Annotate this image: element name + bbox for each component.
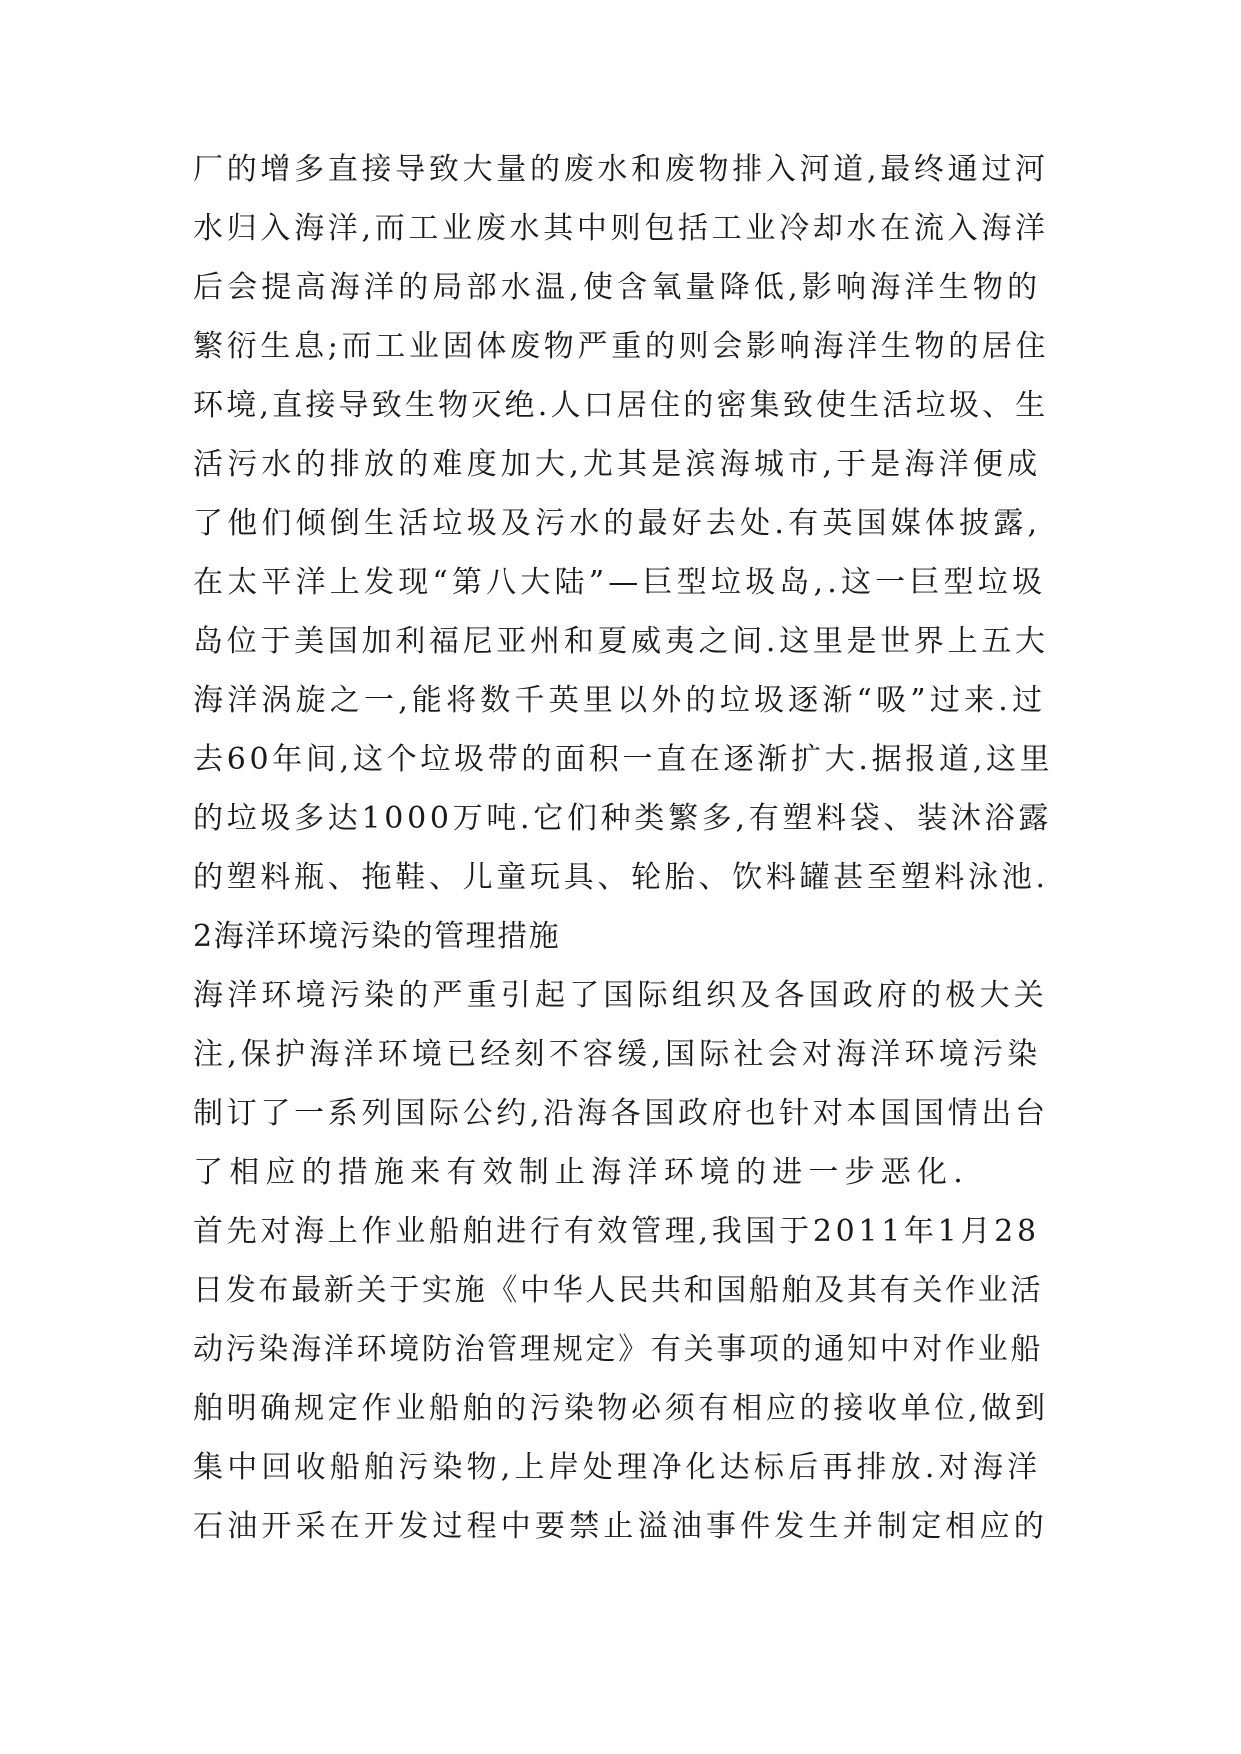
text-line: 活污水的排放的难度加大,尤其是滨海城市,于是海洋便成 [193,447,1042,482]
paragraph-international-concern [193,966,1053,1202]
text-line: 海洋涡旋之一,能将数千英里以外的垃圾逐渐“吸”过来.过 [193,683,1047,718]
paragraph-pollution-sources [193,140,1053,907]
text-line: 岛位于美国加利福尼亚州和夏威夷之间.这里是世界上五大 [193,624,1049,659]
text-line: 制订了一系列国际公约,沿海各国政府也针对本国国情出台 [193,1096,1049,1131]
text-line: 的塑料瓶、拖鞋、儿童玩具、轮胎、饮料罐甚至塑料泳池. [193,860,1049,895]
text-line: 了相应的措施来有效制止海洋环境的进一步恶化. [193,1155,969,1190]
text-line: 注,保护海洋环境已经刻不容缓,国际社会对海洋环境污染 [193,1037,1042,1072]
text-line: 动污染海洋环境防治管理规定》有关事项的通知中对作业船 [193,1332,1044,1367]
text-line: 日发布最新关于实施《中华人民共和国船舶及其有关作业活 [193,1273,1044,1308]
text-line: 集中回收船舶污染物,上岸处理净化达标后再排放.对海洋 [193,1450,1042,1485]
text-line: 了他们倾倒生活垃圾及污水的最好去处.有英国媒体披露, [193,506,1042,541]
text-line: 环境,直接导致生物灭绝.人口居住的密集致使生活垃圾、生 [193,388,1049,423]
text-line: 在太平洋上发现“第八大陆”—巨型垃圾岛,.这一巨型垃圾 [193,565,1047,600]
text-line: 海洋环境污染的严重引起了国际组织及各国政府的极大关 [193,978,1048,1013]
text-line: 厂的增多直接导致大量的废水和废物排入河道,最终通过河 [193,152,1049,187]
text-line: 后会提高海洋的局部水温,使含氧量降低,影响海洋生物的 [193,270,1042,305]
text-line: 的垃圾多达1000万吨.它们种类繁多,有塑料袋、装沐浴露 [193,801,1053,836]
text-line: 首先对海上作业船舶进行有效管理,我国于2011年1月28 [193,1214,1040,1249]
text-line: 繁衍生息;而工业固体废物严重的则会影响海洋生物的居住 [193,329,1050,364]
document-page [193,140,1053,1556]
text-line: 水归入海洋,而工业废水其中则包括工业冷却水在流入海洋 [193,211,1049,246]
text-line: 石油开采在开发过程中要禁止溢油事件发生并制定相应的 [193,1509,1048,1544]
text-line: 舶明确规定作业船舶的污染物必须有相应的接收单位,做到 [193,1391,1049,1426]
section-heading: 2海洋环境污染的管理措施 [193,919,561,954]
text-line: 去60年间,这个垃圾带的面积一直在逐渐扩大.据报道,这里 [193,742,1054,777]
paragraph-ship-management [193,1202,1053,1556]
